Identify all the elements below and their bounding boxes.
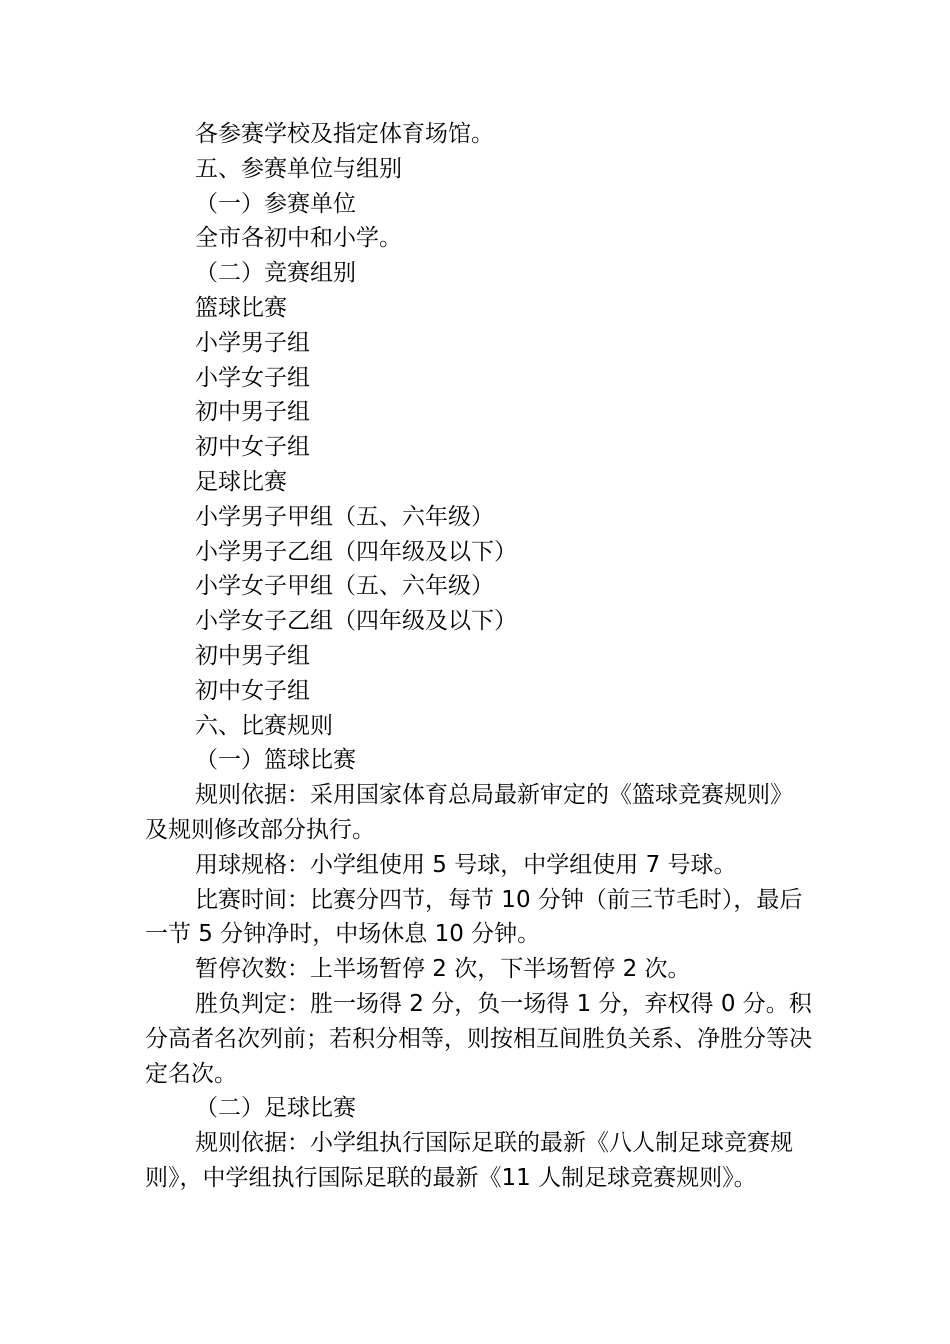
subheading-football-rules: （二）足球比赛 [195, 1095, 356, 1122]
paragraph-timeouts: 暂停次数：上半场暂停 2 次，下半场暂停 2 次。 [195, 956, 691, 983]
paragraph-basketball-rule-basis: 规则依据：采用国家体育总局最新审定的《篮球竞赛规则》及规则修改部分执行。 [145, 782, 793, 843]
paragraph-ball-spec: 用球规格：小学组使用 5 号球，中学组使用 7 号球。 [195, 851, 737, 878]
paragraph-venue: 各参赛学校及指定体育场馆。 [195, 121, 494, 147]
paragraph-participating-units: 全市各初中和小学。 [195, 225, 402, 252]
list-item-primary-girls-b: 小学女子乙组（四年级及以下） [195, 608, 517, 635]
list-item-primary-boys-b: 小学男子乙组（四年级及以下） [195, 538, 517, 565]
list-item-football: 足球比赛 [195, 468, 287, 495]
section-heading-participants: 五、参赛单位与组别 [195, 155, 402, 182]
list-item-junior-boys: 初中男子组 [195, 399, 310, 426]
paragraph-match-time: 比赛时间：比赛分四节，每节 10 分钟（前三节毛时），最后一节 5 分钟净时，中场休息 10 分钟。 [145, 886, 803, 948]
paragraph-win-loss: 胜负判定：胜一场得 2 分，负一场得 1 分，弃权得 0 分。积分高者名次列前；若积分相等，则按相互间胜负关系、净胜分等决定名次。 [145, 990, 812, 1087]
document-body [145, 117, 815, 1196]
list-item-primary-boys-a: 小学男子甲组（五、六年级） [195, 503, 494, 530]
subheading-basketball-rules: （一）篮球比赛 [195, 747, 356, 774]
list-item-junior-girls-football: 初中女子组 [195, 677, 310, 704]
paragraph-football-rule-basis: 规则依据：小学组执行国际足联的最新《八人制足球竞赛规则》，中学组执行国际足联的最新《11 人制足球竞赛规则》。 [145, 1130, 793, 1191]
list-item-junior-boys-football: 初中男子组 [195, 642, 310, 669]
list-item-basketball: 篮球比赛 [195, 294, 287, 321]
list-item-primary-girls-a: 小学女子甲组（五、六年级） [195, 573, 494, 600]
subheading-participating-units: （一）参赛单位 [195, 190, 356, 217]
list-item-primary-boys: 小学男子组 [195, 329, 310, 356]
list-item-junior-girls: 初中女子组 [195, 434, 310, 461]
section-heading-rules: 六、比赛规则 [195, 712, 333, 739]
list-item-primary-girls: 小学女子组 [195, 364, 310, 391]
subheading-competition-groups: （二）竞赛组别 [195, 260, 356, 287]
